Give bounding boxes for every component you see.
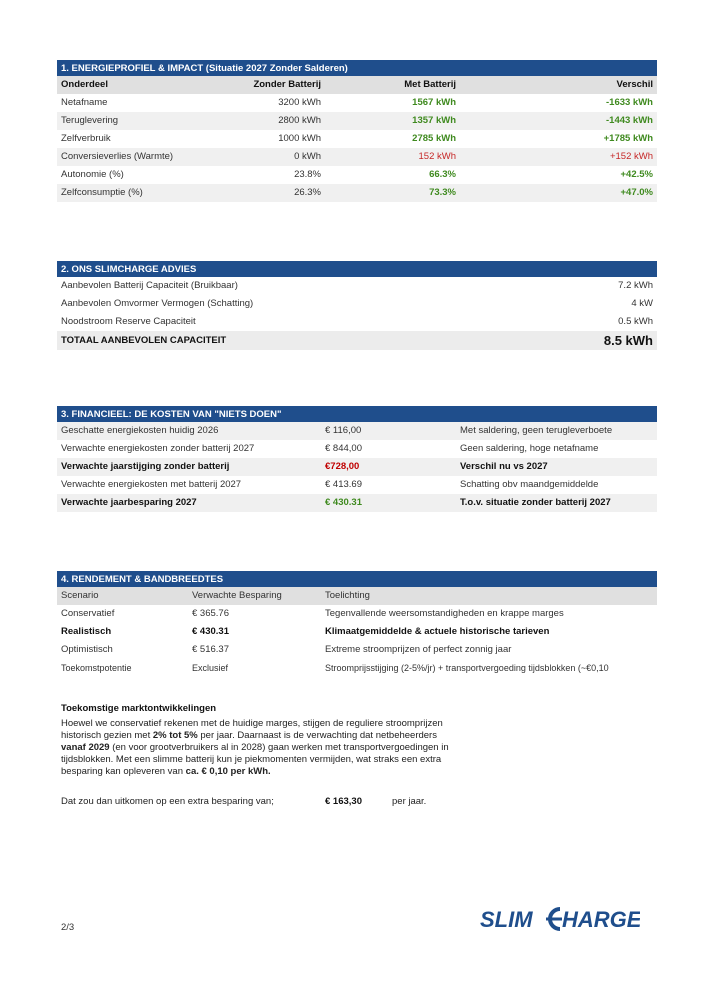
slimcharge-logo bbox=[480, 905, 640, 935]
row-label: Teruglevering bbox=[61, 115, 119, 126]
row-label: Verwachte energiekosten met batterij 2027 bbox=[61, 479, 242, 490]
logo-text-right: HARGE bbox=[562, 907, 640, 932]
market-highlight: ca. € 0,10 per kWh. bbox=[185, 766, 271, 777]
row-note: T.o.v. situatie zonder batterij 2027 bbox=[460, 497, 611, 508]
value-met: 152 kWh bbox=[418, 151, 456, 162]
value-met: 73.3% bbox=[429, 187, 456, 198]
value-met: 66.3% bbox=[429, 169, 456, 180]
scenario-note: Klimaatgemiddelde & actuele historische tarieven bbox=[325, 626, 550, 637]
table-row bbox=[57, 148, 657, 166]
row-label: Verwachte jaarbesparing 2027 bbox=[61, 497, 197, 508]
market-paragraph bbox=[61, 718, 461, 778]
table-row bbox=[57, 166, 657, 184]
financial-section bbox=[57, 406, 657, 512]
row-value: 7.2 kWh bbox=[618, 280, 653, 291]
table-row bbox=[57, 184, 657, 202]
section-header: 1. ENERGIEPROFIEL & IMPACT (Situatie 2027 Zonder Salderen) bbox=[57, 60, 657, 76]
market-text: (en voor grootverbruikers al in 2028) gaan werken met transportvergoedingen in tijdsblokken. Met een slimme batterij kun je piekmomenten vermijden, wat straks een extra besparing kan opleveren van bbox=[61, 742, 449, 777]
section-header: 3. FINANCIEEL: DE KOSTEN VAN "NIETS DOEN" bbox=[57, 406, 657, 422]
row-label: Noodstroom Reserve Capaciteit bbox=[61, 316, 196, 327]
scenario-note: Stroomprijsstijging (2-5%/jr) + transportvergoeding tijdsblokken (~€0,10 bbox=[325, 663, 609, 673]
extra-saving-suffix: per jaar. bbox=[392, 796, 427, 807]
row-label: Aanbevolen Omvormer Vermogen (Schatting) bbox=[61, 298, 254, 309]
table-row bbox=[57, 130, 657, 148]
row-label: Zelfverbruik bbox=[61, 133, 111, 144]
value-zonder: 2800 kWh bbox=[278, 115, 321, 126]
table-row bbox=[57, 476, 657, 494]
energy-profile-section bbox=[57, 60, 657, 202]
scenario-saving: € 516.37 bbox=[192, 644, 229, 655]
market-title: Toekomstige marktontwikkelingen bbox=[61, 703, 217, 714]
table-header-row bbox=[57, 76, 657, 94]
row-value: 0.5 kWh bbox=[618, 316, 653, 327]
section-header: 2. ONS SLIMCHARGE ADVIES bbox=[57, 261, 657, 277]
column-header: Verschil bbox=[616, 79, 653, 90]
total-label: TOTAAL AANBEVOLEN CAPACITEIT bbox=[61, 335, 227, 346]
column-header: Scenario bbox=[61, 590, 99, 601]
row-note: Geen saldering, hoge netafname bbox=[460, 443, 599, 454]
value-zonder: 1000 kWh bbox=[278, 133, 321, 144]
column-header: Toelichting bbox=[325, 590, 370, 601]
scenario-saving: € 430.31 bbox=[192, 626, 229, 637]
column-header: Onderdeel bbox=[61, 79, 108, 90]
row-label: Netafname bbox=[61, 97, 108, 108]
table-header-row bbox=[57, 587, 657, 605]
row-label: Verwachte jaarstijging zonder batterij bbox=[61, 461, 230, 472]
value-verschil: -1443 kWh bbox=[606, 115, 653, 126]
table-row bbox=[57, 94, 657, 112]
scenario-name: Conservatief bbox=[61, 608, 115, 619]
row-label: Zelfconsumptie (%) bbox=[61, 187, 143, 198]
logo-text-left: SLIM bbox=[480, 907, 533, 932]
market-highlight: vanaf 2029 bbox=[61, 742, 110, 753]
table-row bbox=[57, 295, 657, 313]
scenario-note: Extreme stroomprijzen of perfect zonnig jaar bbox=[325, 644, 512, 655]
row-label: Verwachte energiekosten zonder batterij 2027 bbox=[61, 443, 255, 454]
table-row bbox=[57, 623, 657, 641]
value-met: 1567 kWh bbox=[412, 97, 456, 108]
market-highlight: 2% tot 5% bbox=[152, 730, 198, 741]
value-met: 1357 kWh bbox=[412, 115, 456, 126]
row-note: Schatting obv maandgemiddelde bbox=[460, 479, 599, 490]
row-value: € 844,00 bbox=[325, 443, 362, 454]
section-header: 4. RENDEMENT & BANDBREEDTES bbox=[57, 571, 657, 587]
total-row bbox=[57, 331, 657, 350]
market-text: per jaar. Daarnaast is de verwachting dat netbeheerders bbox=[197, 730, 437, 741]
value-verschil: +1785 kWh bbox=[603, 133, 653, 144]
column-header: Zonder Batterij bbox=[253, 79, 321, 90]
table-row bbox=[57, 277, 657, 295]
row-value: € 430.31 bbox=[325, 497, 362, 508]
table-row bbox=[57, 641, 657, 659]
row-note: Verschil nu vs 2027 bbox=[460, 461, 548, 472]
value-zonder: 3200 kWh bbox=[278, 97, 321, 108]
value-zonder: 23.8% bbox=[294, 169, 321, 180]
extra-saving-label: Dat zou dan uitkomen op een extra besparing van; bbox=[61, 796, 274, 807]
row-value: €728,00 bbox=[325, 461, 360, 472]
table-row bbox=[57, 458, 657, 476]
column-header: Verwachte Besparing bbox=[192, 590, 282, 601]
value-verschil: -1633 kWh bbox=[606, 97, 653, 108]
scenario-section bbox=[57, 571, 657, 677]
table-row bbox=[57, 494, 657, 512]
extra-saving-value: € 163,30 bbox=[325, 796, 362, 807]
advice-section bbox=[57, 261, 657, 350]
table-row bbox=[57, 112, 657, 130]
value-verschil: +47.0% bbox=[620, 187, 653, 198]
table-row bbox=[57, 313, 657, 331]
page-number: 2/3 bbox=[61, 922, 75, 933]
value-zonder: 26.3% bbox=[294, 187, 321, 198]
table-row bbox=[57, 659, 657, 677]
row-note: Met saldering, geen terugleverboete bbox=[460, 425, 613, 436]
scenario-name: Optimistisch bbox=[61, 644, 113, 655]
table-row bbox=[57, 605, 657, 623]
total-value: 8.5 kWh bbox=[603, 333, 653, 348]
row-label: Aanbevolen Batterij Capaciteit (Bruikbaar) bbox=[61, 280, 238, 291]
scenario-name: Realistisch bbox=[61, 626, 112, 637]
table-row bbox=[57, 422, 657, 440]
scenario-note: Tegenvallende weersomstandigheden en krappe marges bbox=[325, 608, 564, 619]
scenario-saving: Exclusief bbox=[192, 663, 229, 673]
table-row bbox=[57, 440, 657, 458]
row-value: € 413.69 bbox=[325, 479, 362, 490]
scenario-saving: € 365.76 bbox=[192, 608, 229, 619]
column-header: Met Batterij bbox=[404, 79, 456, 90]
scenario-name: Toekomstpotentie bbox=[61, 663, 132, 673]
value-verschil: +152 kWh bbox=[609, 151, 653, 162]
value-verschil: +42.5% bbox=[620, 169, 653, 180]
value-met: 2785 kWh bbox=[412, 133, 456, 144]
row-value: € 116,00 bbox=[325, 425, 362, 436]
row-label: Geschatte energiekosten huidig 2026 bbox=[61, 425, 219, 436]
row-label: Conversieverlies (Warmte) bbox=[61, 151, 174, 162]
value-zonder: 0 kWh bbox=[294, 151, 321, 162]
row-label: Autonomie (%) bbox=[61, 169, 124, 180]
row-value: 4 kW bbox=[631, 298, 653, 309]
market-text: Hoewel we conservatief rekenen met de huidige marges, stijgen de reguliere stroomprijzen historisch gezien met bbox=[61, 718, 443, 741]
logo-graphic bbox=[480, 905, 640, 935]
